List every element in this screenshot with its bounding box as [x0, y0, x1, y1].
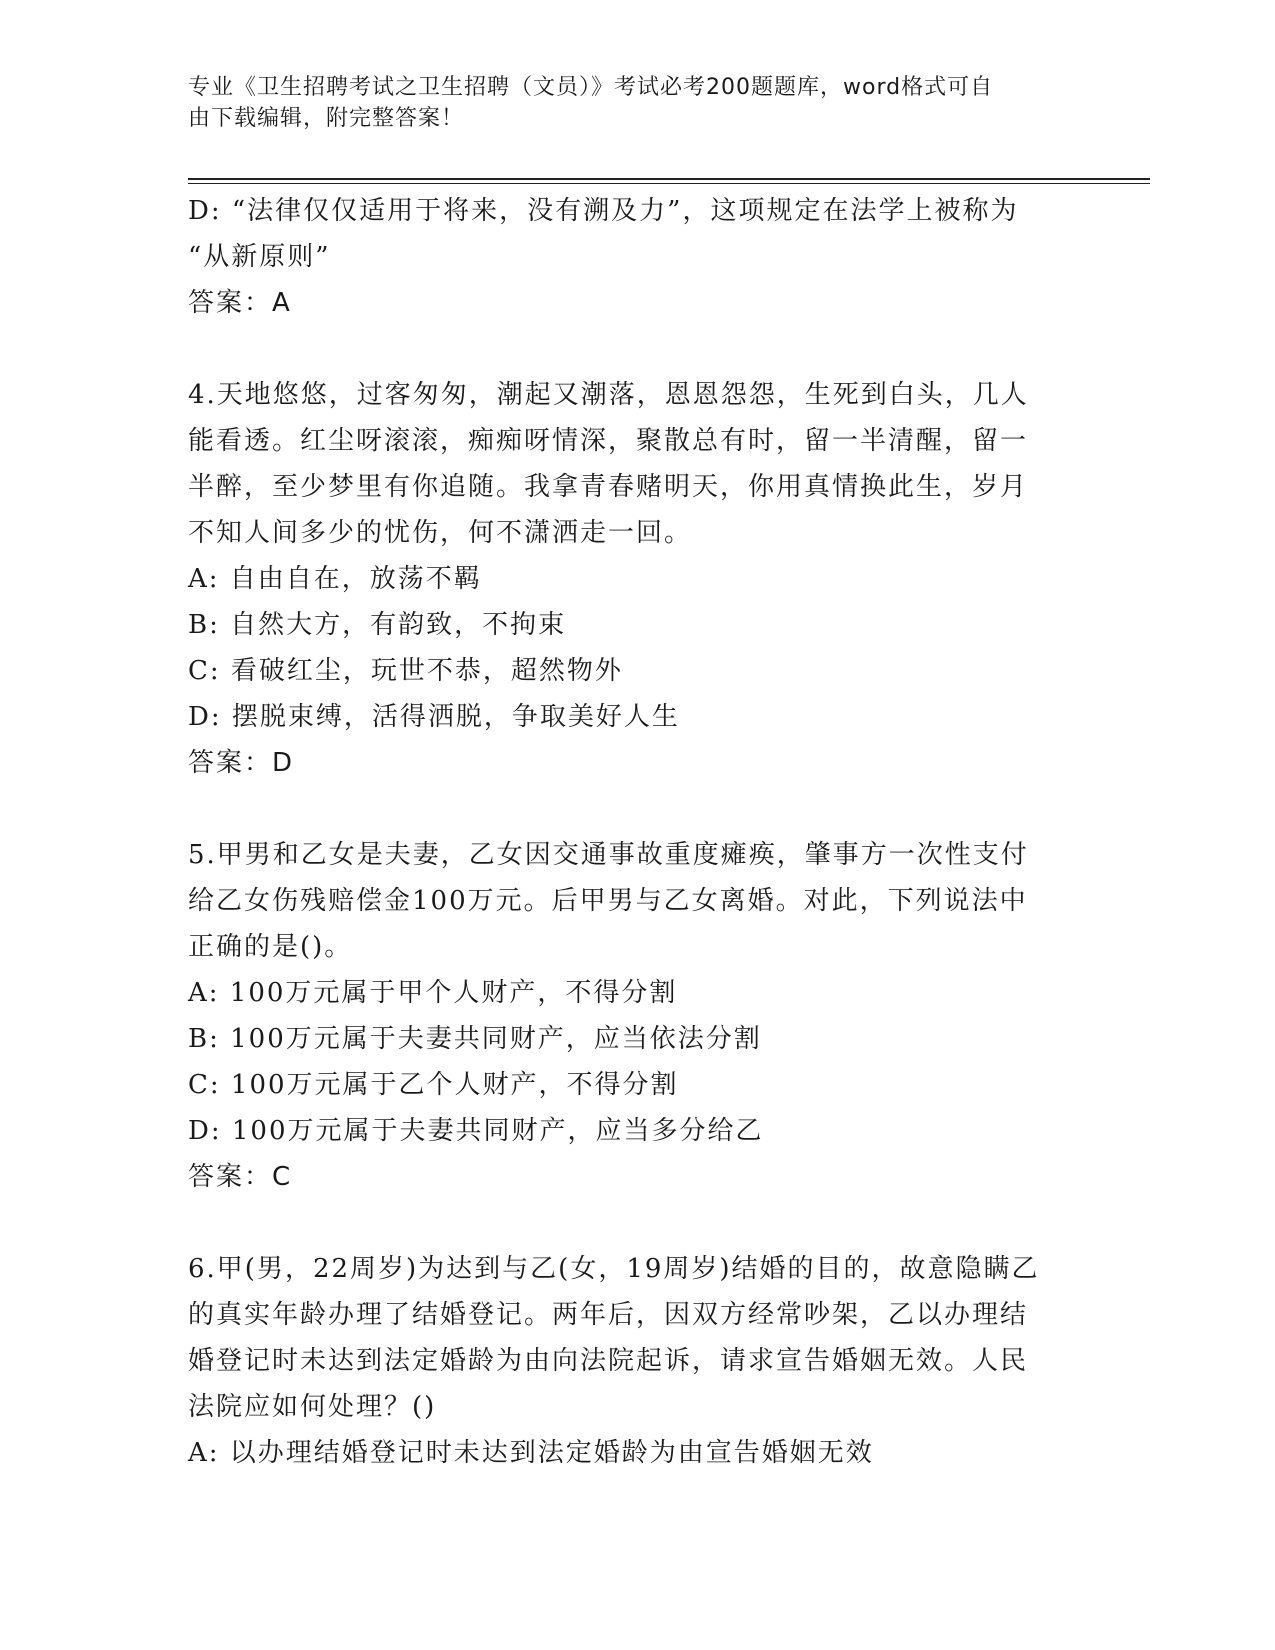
- q5-option-d: D: 100万元属于夫妻共同财产，应当多分给乙: [188, 1116, 764, 1146]
- question-4: [188, 372, 1088, 786]
- q6-option-a: A: 以办理结婚登记时未达到法定婚龄为由宣告婚姻无效: [188, 1438, 874, 1468]
- document-body: [188, 188, 1088, 1476]
- q5-stem-line-1: 5.甲男和乙女是夫妻，乙女因交通事故重度瘫痪，肇事方一次性支付: [188, 840, 1029, 870]
- q5-option-a: A: 100万元属于甲个人财产，不得分割: [188, 978, 678, 1008]
- q3-option-d-line-2: “从新原则”: [188, 242, 331, 272]
- q5-answer: 答案：C: [188, 1162, 293, 1192]
- spacer: [188, 326, 1088, 372]
- q5-option-b: B: 100万元属于夫妻共同财产，应当依法分割: [188, 1024, 762, 1054]
- q4-option-a: A: 自由自在，放荡不羁: [188, 564, 482, 594]
- question-5: [188, 832, 1088, 1200]
- q3-option-d-line-1: D: “法律仅仅适用于将来，没有溯及力”，这项规定在法学上被称为: [188, 196, 1019, 226]
- q4-stem-line-1: 4.天地悠悠，过客匆匆，潮起又潮落，恩恩怨怨，生死到白头，几人: [188, 380, 1029, 410]
- q4-option-b: B: 自然大方，有韵致，不拘束: [188, 610, 567, 640]
- q5-option-c: C: 100万元属于乙个人财产，不得分割: [188, 1070, 679, 1100]
- q5-stem-line-3: 正确的是()。: [188, 932, 353, 962]
- header-divider-thick: [188, 178, 1150, 180]
- q4-stem-line-3: 半醉，至少梦里有你追随。我拿青春赌明天，你用真情换此生，岁月: [188, 472, 1029, 502]
- q6-stem-line-3: 婚登记时未达到法定婚龄为由向法院起诉，请求宣告婚姻无效。人民: [188, 1346, 1029, 1376]
- q4-stem-line-2: 能看透。红尘呀滚滚，痴痴呀情深，聚散总有时，留一半清醒，留一: [188, 426, 1029, 456]
- q6-stem-line-1: 6.甲(男，22周岁)为达到与乙(女，19周岁)结婚的目的，故意隐瞒乙: [188, 1254, 1040, 1284]
- header-line-1: 专业《卫生招聘考试之卫生招聘（文员）》考试必考200题题库，word格式可自: [188, 75, 994, 100]
- spacer: [188, 1200, 1088, 1246]
- q4-stem-line-4: 不知人间多少的忧伤，何不潇洒走一回。: [188, 518, 693, 548]
- question-6: [188, 1246, 1088, 1476]
- document-header: [188, 72, 1068, 134]
- header-line-2: 由下载编辑，附完整答案！: [188, 106, 465, 131]
- q5-stem-line-2: 给乙女伤残赔偿金100万元。后甲男与乙女离婚。对此，下列说法中: [188, 886, 1028, 916]
- header-divider-thin: [188, 183, 1150, 184]
- question-3-tail: [188, 188, 1088, 326]
- q6-stem-line-2: 的真实年龄办理了结婚登记。两年后，因双方经常吵架，乙以办理结: [188, 1300, 1029, 1330]
- q3-answer: 答案：A: [188, 288, 292, 318]
- q4-option-d: D: 摆脱束缚，活得洒脱，争取美好人生: [188, 702, 680, 732]
- q4-option-c: C: 看破红尘，玩世不恭，超然物外: [188, 656, 623, 686]
- q4-answer: 答案：D: [188, 748, 295, 778]
- q6-stem-line-4: 法院应如何处理？(): [188, 1392, 437, 1422]
- spacer: [188, 786, 1088, 832]
